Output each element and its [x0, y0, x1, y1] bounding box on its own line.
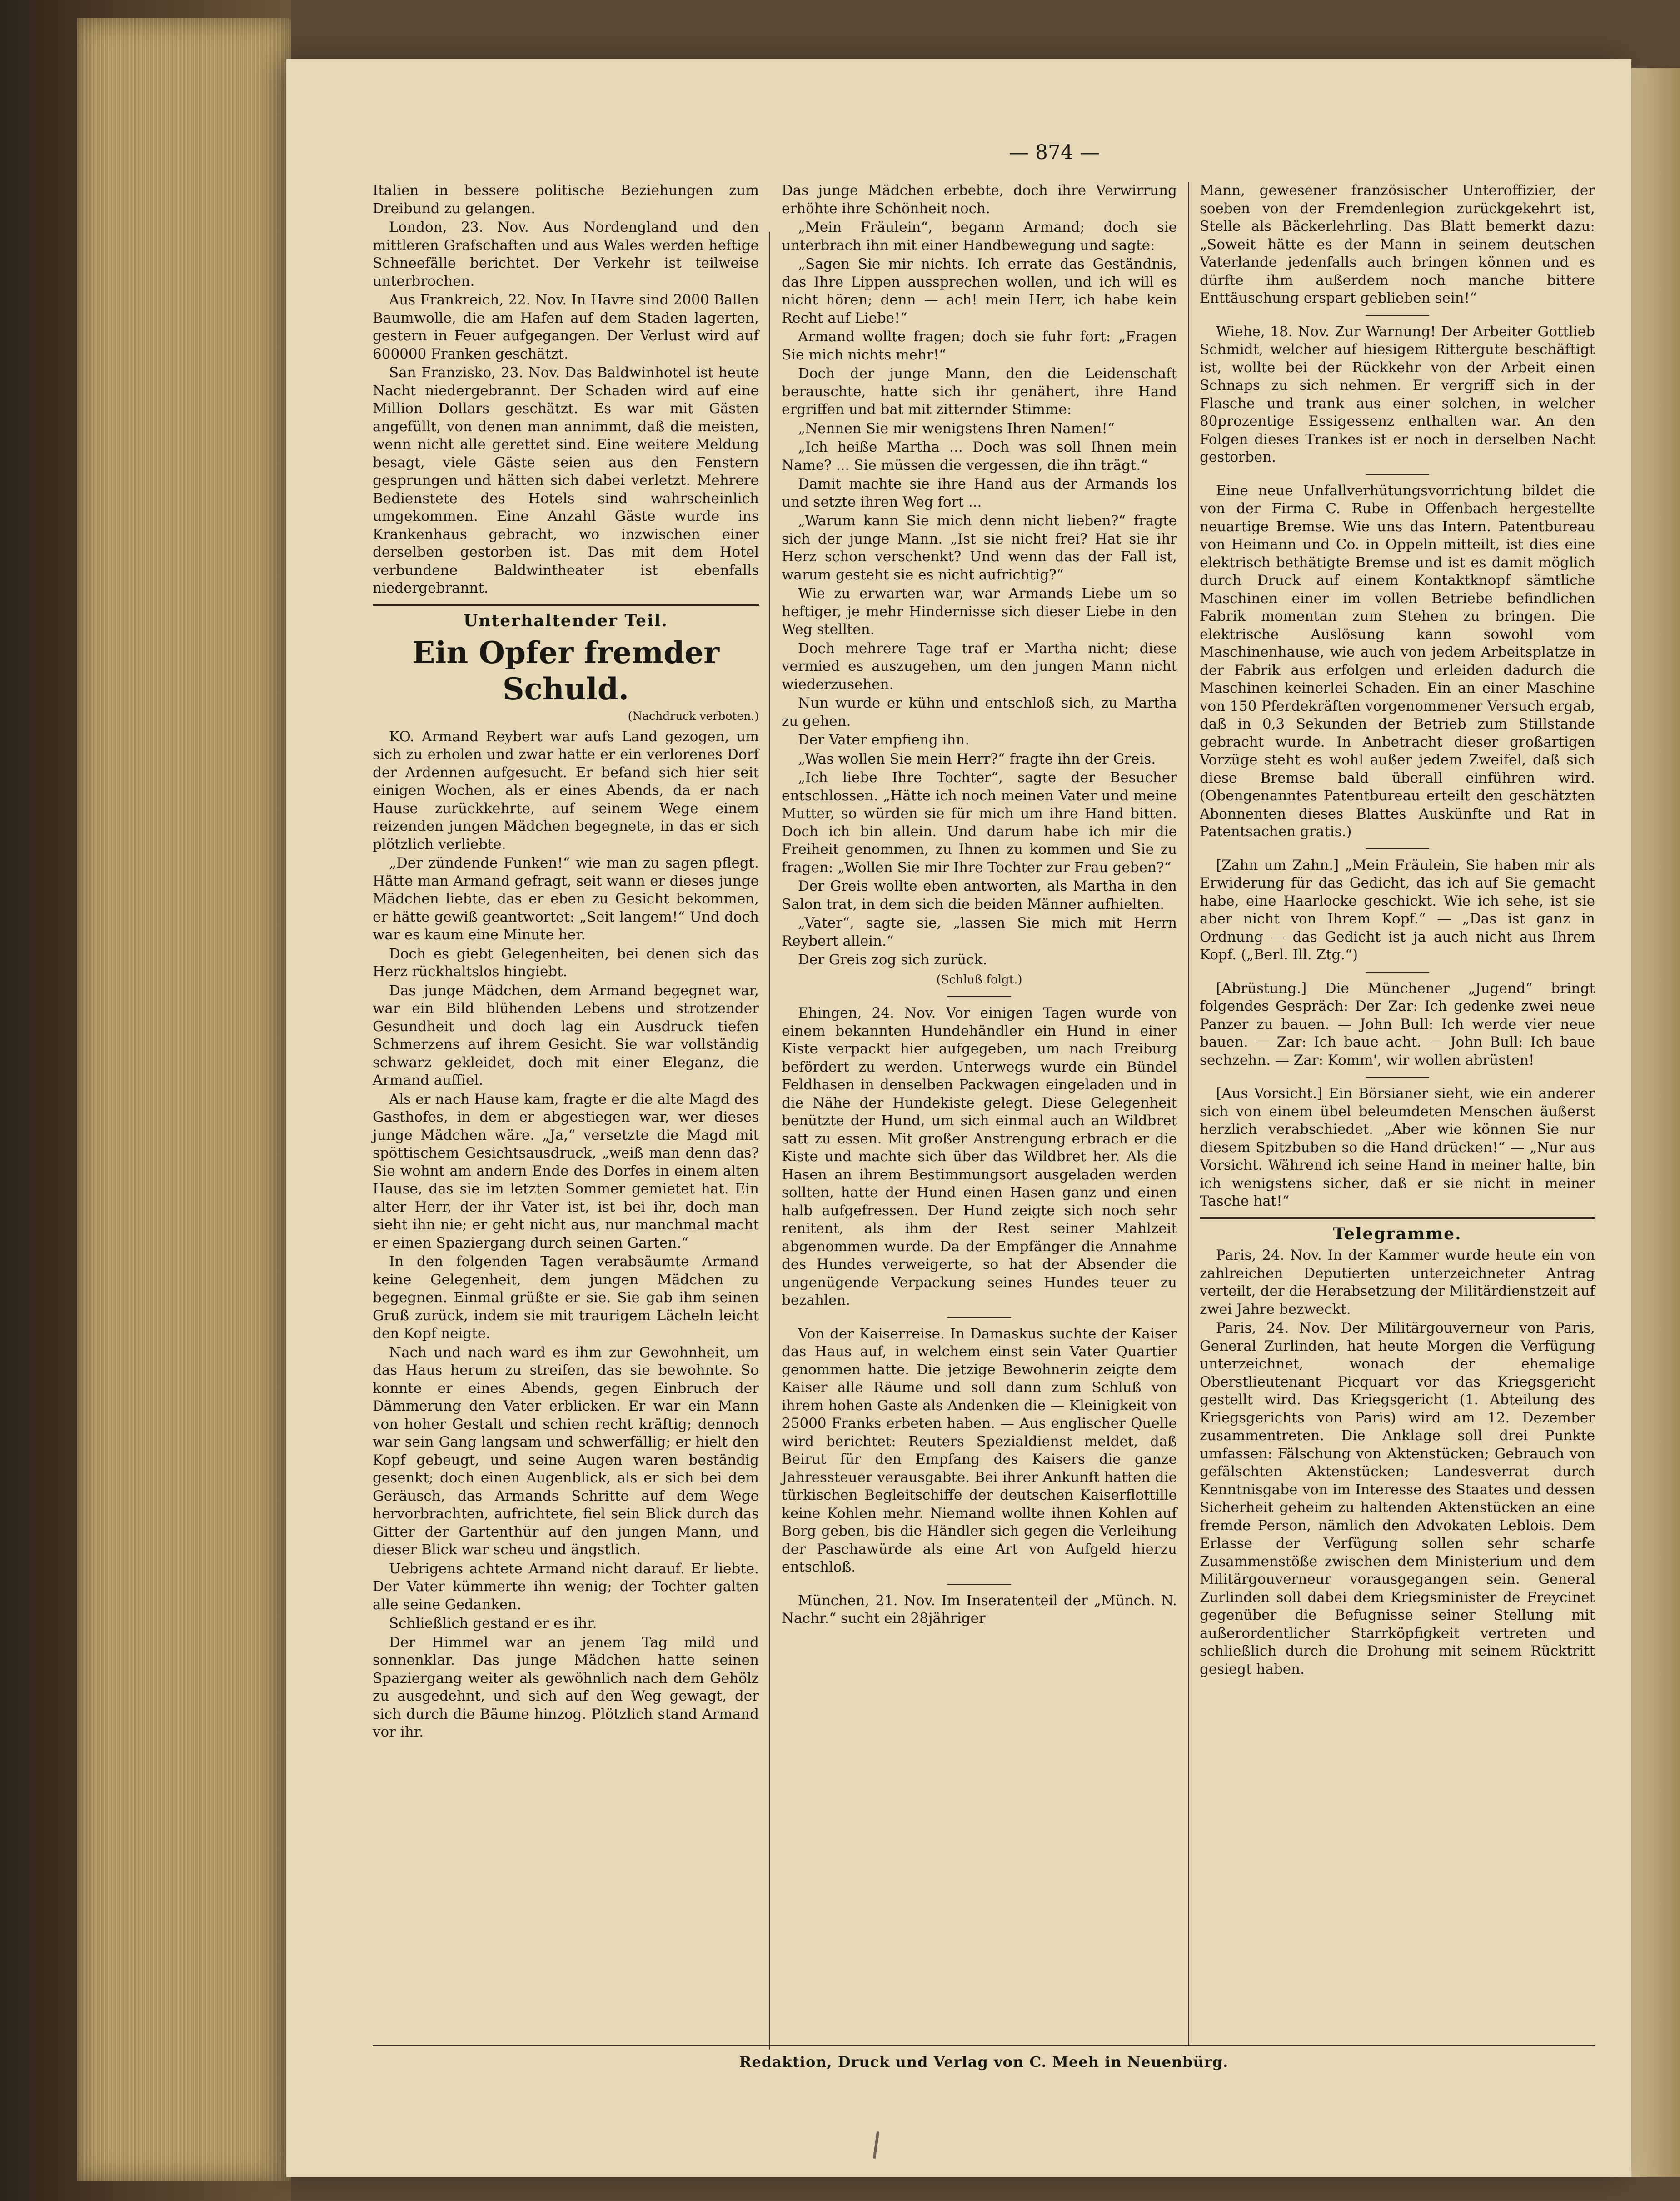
story-paragraph: Doch der junge Mann, den die Leidenschaft berauschte, hatte sich ihr genähert, ihre Hand ergriffen und bat mit zitternder Stimme: [782, 365, 1177, 418]
divider [1366, 315, 1429, 316]
story-paragraph: Damit machte sie ihre Hand aus der Armands los und setzte ihren Weg fort ... [782, 476, 1177, 510]
anecdote-paragraph: [Abrüstung.] Die Münchener „Jugend“ bringt folgendes Gespräch: Der Zar: Ich gedenke zwei neue Panzer zu bauen. — John Bull: Ich werde vier neue bauen. — Zar: Ich baue acht. — John Bull: Ich baue sechzehn. — Zar: Komm', wir wollen abrüsten! [1200, 980, 1595, 1068]
story-paragraph: „Vater“, sagte sie, „lassen Sie mich mit Herrn Reybert allein.“ [782, 915, 1177, 949]
column-2 [782, 182, 1177, 1629]
column-rule [769, 232, 770, 2050]
story-paragraph: Das junge Mädchen, dem Armand begegnet war, war ein Bild blühenden Lebens und strotzender Gesundheit und doch lag ein Ausdruck tiefen Schmerzens auf ihrem Gesicht. Sie war vollständig schwarz gekleidet, doch mit einer Eleganz, die Armand auffiel. [373, 982, 759, 1088]
news-paragraph: San Franzisko, 23. Nov. Das Baldwinhotel ist heute Nacht niedergebrannt. Der Schaden wird auf eine Million Dollars geschätzt. Es war mit Gästen angefüllt, von denen man annimmt, daß die meisten, wenn nicht alle gerettet sind. Eine weitere Meldung besagt, viele Gäste seien aus den Fenstern gesprungen und hätten sich dabei verletzt. Mehrere Bedienstete des Hotels sind wahrscheinlich umgekommen. Eine Anzahl Gäste wurde ins Krankenhaus gebracht, wo inzwischen einer derselben gestorben ist. Das mit dem Hotel verbundene Baldwintheater ist ebenfalls niedergebrannt. [373, 364, 759, 596]
story-title: Ein Opfer fremder Schuld. [412, 635, 720, 707]
news-paragraph: Italien in bessere politische Beziehungen zum Dreibund zu gelangen. [373, 182, 759, 217]
anecdote-paragraph: [Zahn um Zahn.] „Mein Fräulein, Sie haben mir als Erwiderung für das Gedicht, das ich auf Sie gemacht habe, eine Haarlocke geschickt. Wie ich sehe, ist sie aber nicht von Ihrem Kopf.“ — „Das ist ganz in Ordnung — das Gedicht ist ja auch nicht aus Ihrem Kopf. („Berl. Ill. Ztg.“) [1200, 857, 1595, 963]
story-paragraph: „Mein Fräulein“, begann Armand; doch sie unterbrach ihn mit einer Handbewegung und sagte: [782, 219, 1177, 254]
news-paragraph: Aus Frankreich, 22. Nov. In Havre sind 2000 Ballen Baumwolle, die am Hafen auf dem Staden lagerten, gestern in Feuer aufgegangen. Der Verlust wird auf 600000 Franken geschätzt. [373, 292, 759, 362]
section-divider [1200, 1217, 1595, 1219]
book-block [0, 0, 291, 2201]
news-paragraph: London, 23. Nov. Aus Nordengland und den mittleren Grafschaften und aus Wales werden heftige Schneefälle berichtet. Der Verkehr ist teilweise unterbrochen. [373, 219, 759, 289]
story-paragraph: „Was wollen Sie mein Herr?“ fragte ihn der Greis. [798, 750, 1156, 767]
divider [1366, 972, 1429, 973]
news-paragraph: Mann, gewesener französischer Unteroffizier, der soeben von der Fremdenlegion zurückgekehrt ist, Stelle als Bäckerlehrling. Das Blatt bemerkt dazu: „Soweit hätte es der Mann in seinem deutschen Vaterlande jedenfalls auch bringen können und es dürfte ihm außerdem noch manche bittere Enttäuschung erspart geblieben sein!“ [1200, 182, 1595, 306]
anecdote-paragraph: [Aus Vorsicht.] Ein Börsianer sieht, wie ein anderer sich von einem übel beleumdeten Menschen äußerst herzlich verabschiedet. „Aber wie können Sie nur diesem Spitzbuben so die Hand drücken!“ — „Nur aus Vorsicht. Während ich seine Hand in meiner halte, bin ich wenigstens sicher, daß er sie nicht in meiner Tasche hat!“ [1200, 1085, 1595, 1209]
story-paragraph: Wie zu erwarten war, war Armands Liebe um so heftiger, je mehr Hindernisse sich dieser Liebe in den Weg stellten. [782, 585, 1177, 638]
continued-note: (Schluß folgt.) [936, 973, 1022, 987]
divider [947, 1584, 1011, 1585]
story-paragraph: „Ich liebe Ihre Tochter“, sagte der Besucher entschlossen. „Hätte ich noch meinen Vater und meine Mutter, so würden sie für mich um ihre Hand bitten. Doch ich bin allein. Und darum habe ich mir die Freiheit genommen, zu Ihnen zu kommen und Sie zu fragen: „Wollen Sie mir Ihre Tochter zur Frau geben?“ [782, 769, 1177, 876]
telegram-paragraph: Paris, 24. Nov. Der Militärgouverneur von Paris, General Zurlinden, hat heute Morgen die Verfügung unterzeichnet, wonach der ehemalige Oberstlieutenant Picquart vor das Kriegsgericht gestellt wird. Das Kriegsgericht (1. Abteilung des Kriegsgerichts von Paris) wird am 12. Dezember zusammentreten. Die Anklage soll drei Punkte umfassen: Fälschung von Aktenstücken; Gebrauch von gefälschten Aktenstücken; Landesverrat durch Kenntnisgabe von im Interesse des Staates und dessen Sicherheit geheim zu haltenden Aktenstücken an eine fremde Person, nämlich den Advokaten Leblois. Dem Erlasse der Verfügung sollen sehr scharfe Zusammenstöße zwischen dem Ministerium und dem Militärgouverneur vorausgegangen sein. General Zurlinden soll dabei dem Kriegsminister de Freycinet gegenüber die Befugnisse seiner Stellung mit außerordentlicher Starrköpfigkeit vertreten und schließlich durch die Drohung mit seinem Rücktritt gesiegt haben. [1200, 1320, 1595, 1677]
column-rule [1188, 182, 1189, 2045]
story-paragraph: Der Greis wollte eben antworten, als Martha in den Salon trat, in dem sich die beiden Männer aufhielten. [782, 878, 1177, 913]
divider [1366, 1077, 1429, 1078]
column-3 [1200, 182, 1595, 1679]
news-paragraph: Von der Kaiserreise. In Damaskus suchte der Kaiser das Haus auf, in welchem einst sein Vater Quartier genommen hatte. Die jetzige Bewohnerin zeigte dem Kaiser alle Räume und soll dann zum Schluß von ihrem hohen Gaste als Andenken die — Kleinigkeit von 25000 Franks erbeten haben. — Aus englischer Quelle wird berichtet: Reuters Spezialdienst meldet, daß Beirut für den Empfang des Kaisers die ganze Jahressteuer verausgabte. Bei ihrer Ankunft hatten die türkischen Begleitschiffe der deutschen Kaiserflottille keine Kohlen mehr. Niemand wollte ihnen Kohlen auf Borg geben, bis die Händler sich gegen die Verleihung der Paschawürde als eine Art von Aufgeld hierzu entschloß. [782, 1325, 1177, 1575]
story-paragraph: „Ich heiße Martha ... Doch was soll Ihnen mein Name? ... Sie müssen die vergessen, die ihn trägt.“ [782, 439, 1177, 474]
story-paragraph: Das junge Mädchen erbebte, doch ihre Verwirrung erhöhte ihre Schönheit noch. [782, 182, 1177, 217]
section-title: Unterhaltender Teil. [464, 611, 668, 630]
story-paragraph: In den folgenden Tagen verabsäumte Armand keine Gelegenheit, dem jungen Mädchen zu begegnen. Einmal grüßte er sie. Sie gab ihm seinen Gruß zurück, indem sie mit traurigem Lächeln leicht den Kopf neigte. [373, 1253, 759, 1342]
news-paragraph: Ehingen, 24. Nov. Vor einigen Tagen wurde von einem bekannten Hundehändler ein Hund in einer Kiste verpackt hier aufgegeben, um nach Freiburg befördert zu werden. Unterwegs wurde ein Bündel Feldhasen in denselben Packwagen eingeladen und in die Nähe der Hundekiste gelegt. Diese Gelegenheit benützte der Hund, um sich einmal auch an Wildbret satt zu essen. Mit großer Anstrengung erbrach er die Kiste und machte sich über das Wildbret her. Als die Hasen an ihrem Bestimmungsort ausgeladen werden sollten, hatte der Hund einen Hasen ganz und einen halb aufgefressen. Der Hund zeigte sich noch sehr renitent, als ihm der Rest seiner Mahlzeit abgenommen wurde. Da der Empfänger die Annahme des Hundes verweigerte, so hat der Absender die ungenügende Verpackung seines Hundes teuer zu bezahlen. [782, 1005, 1177, 1308]
news-paragraph: München, 21. Nov. Im Inseratenteil der „Münch. N. Nachr.“ sucht ein 28jähriger [782, 1592, 1177, 1627]
story-paragraph: KO. Armand Reybert war aufs Land gezogen, um sich zu erholen und zwar hatte er ein verlorenes Dorf der Ardennen aufgesucht. Er befand sich hier seit einigen Wochen, als er eines Abends, da er nach Hause zurückkehrte, auf seinem Wege einem reizenden jungen Mädchen begegnete, in das er sich plötzlich verliebte. [373, 728, 759, 853]
story-paragraph: „Der zündende Funken!“ wie man zu sagen pflegt. Hätte man Armand gefragt, seit wann er dieses junge Mädchen liebte, das er eben zu Gesicht bekommen, er hätte gewiß geantwortet: „Seit langem!“ Und doch war es kaum eine Minute her. [373, 855, 759, 943]
imprint-footer: Redaktion, Druck und Verlag von C. Meeh in Neuenbürg. [739, 2053, 1229, 2071]
reprint-note: (Nachdruck verboten.) [628, 709, 759, 723]
story-paragraph: „Sagen Sie mir nichts. Ich errate das Geständnis, das Ihre Lippen aussprechen wollen, und ich will es nicht hören; denn — ach! mein Herr, ich habe kein Recht auf Liebe!“ [782, 256, 1177, 326]
news-paragraph: Wiehe, 18. Nov. Zur Warnung! Der Arbeiter Gottlieb Schmidt, welcher auf hiesigem Rittergute beschäftigt ist, wollte bei der Rückkehr von der Arbeit einen Schnaps zu sich nehmen. Er vergriff sich in der Flasche und trank aus einer solchen, in welcher 80prozentige Essigessenz enthalten war. An den Folgen dieses Trankes ist er noch in derselben Nacht gestorben. [1200, 323, 1595, 465]
pencil-mark [873, 2131, 879, 2159]
next-page-edge [1631, 68, 1680, 2177]
page-number: — 874 — [1009, 141, 1100, 164]
story-paragraph: Der Greis zog sich zurück. [798, 952, 987, 968]
divider [947, 1317, 1011, 1318]
story-paragraph: Der Himmel war an jenem Tag mild und sonnenklar. Das junge Mädchen hatte seinen Spaziergang weiter als gewöhnlich nach dem Gehölz zu ausgedehnt, und sich auf den Weg gewagt, der sich durch die Bäume hinzog. Plötzlich stand Armand vor ihr. [373, 1634, 759, 1740]
news-paragraph: Eine neue Unfallverhütungsvorrichtung bildet die von der Firma C. Rube in Offenbach hergestellte neuartige Bremse. Wie uns das Intern. Patentbureau von Heimann und Co. in Oppeln mitteilt, ist dies eine elektrisch bethätigte Bremse und ist es damit möglich durch Druck auf einem Kontaktknopf sämtliche Maschinen einer im vollen Betriebe befindlichen Fabrik momentan zum Stehen zu bringen. Die elektrische Auslösung kann sowohl vom Maschinenhause, wie auch von jedem Arbeitsplatze in der Fabrik aus erfolgen und erleiden dadurch die Maschinen keinerlei Schaden. Ein an einer Maschine von 150 Pferdekräften vorgenommener Versuch ergab, daß in 0,3 Sekunden der Betrieb zum Stillstande gebracht wurde. In Anbetracht dieser großartigen Vorzüge steht es wohl außer jedem Zweifel, daß sich diese Bremse bald überall einführen wird. (Obengenanntes Patentbureau erteilt den geschätzten Abonnenten dieses Blattes Auskünfte und Rat in Patentsachen gratis.) [1200, 482, 1595, 840]
telegram-title: Telegramme. [1333, 1224, 1462, 1243]
story-paragraph: Der Vater empfieng ihn. [798, 732, 970, 748]
story-paragraph: Schließlich gestand er es ihr. [389, 1615, 597, 1632]
story-paragraph: „Warum kann Sie mich denn nicht lieben?“ fragte sich der junge Mann. „Ist sie nicht frei? Hat sie ihr Herz schon verschenkt? Und wenn das der Fall ist, warum gesteht sie es nicht aufrichtig?“ [782, 513, 1177, 583]
story-paragraph: Armand wollte fragen; doch sie fuhr fort: „Fragen Sie mich nichts mehr!“ [782, 329, 1177, 363]
telegram-paragraph: Paris, 24. Nov. In der Kammer wurde heute ein von zahlreichen Deputierten unterzeichneter Antrag verteilt, der die Herabsetzung der Militärdienstzeit auf zwei Jahre bezweckt. [1200, 1247, 1595, 1318]
divider [1366, 848, 1429, 849]
story-paragraph: „Nennen Sie mir wenigstens Ihren Namen!“ [798, 420, 1115, 437]
story-paragraph: Als er nach Hause kam, fragte er die alte Magd des Gasthofes, in dem er abgestiegen war, wer dieses junge Mädchen wäre. „Ja,“ versetzte die Magd mit spöttischem Gesichtsausdruck, „weiß man denn das? Sie wohnt am andern Ende des Dorfes in einem alten Hause, das sie im letzten Sommer gemietet hat. Ein alter Herr, der ihr Vater ist, ist bei ihr, doch man sieht ihn nie; er geht nicht aus, nur manchmal macht er einen Spaziergang durch seinen Garten.“ [373, 1091, 759, 1251]
divider [1366, 474, 1429, 475]
footer-rule [373, 2045, 1595, 2046]
story-paragraph: Nun wurde er kühn und entschloß sich, zu Martha zu gehen. [782, 695, 1177, 729]
section-divider [373, 604, 759, 606]
column-1 [373, 182, 759, 1742]
story-paragraph: Uebrigens achtete Armand nicht darauf. Er liebte. Der Vater kümmerte ihn wenig; der Tochter galten alle seine Gedanken. [373, 1560, 759, 1613]
story-paragraph: Nach und nach ward es ihm zur Gewohnheit, um das Haus herum zu streifen, das sie bewohnte. So konnte er eines Abends, gegen Einbruch der Dämmerung den Vater erblicken. Er war ein Mann von hoher Gestalt und schien recht kräftig; dennoch war sein Gang langsam und schwerfällig; er hielt den Kopf gebeugt, und seine Augen waren beständig gesenkt; doch einen Augenblick, als er sich bei dem Geräusch, das Armands Schritte auf dem Wege hervorbrachten, aufrichtete, fiel sein Blick durch das Gitter der Gartenthür auf den jungen Mann, und dieser Blick war scheu und ängstlich. [373, 1344, 759, 1558]
story-paragraph: Doch es giebt Gelegenheiten, bei denen sich das Herz rückhaltslos hingiebt. [373, 945, 759, 980]
divider [947, 996, 1011, 997]
page-edges [77, 18, 291, 2181]
story-paragraph: Doch mehrere Tage traf er Martha nicht; diese vermied es auszugehen, um den jungen Mann nicht wiederzusehen. [782, 640, 1177, 693]
newspaper-page [286, 59, 1631, 2177]
